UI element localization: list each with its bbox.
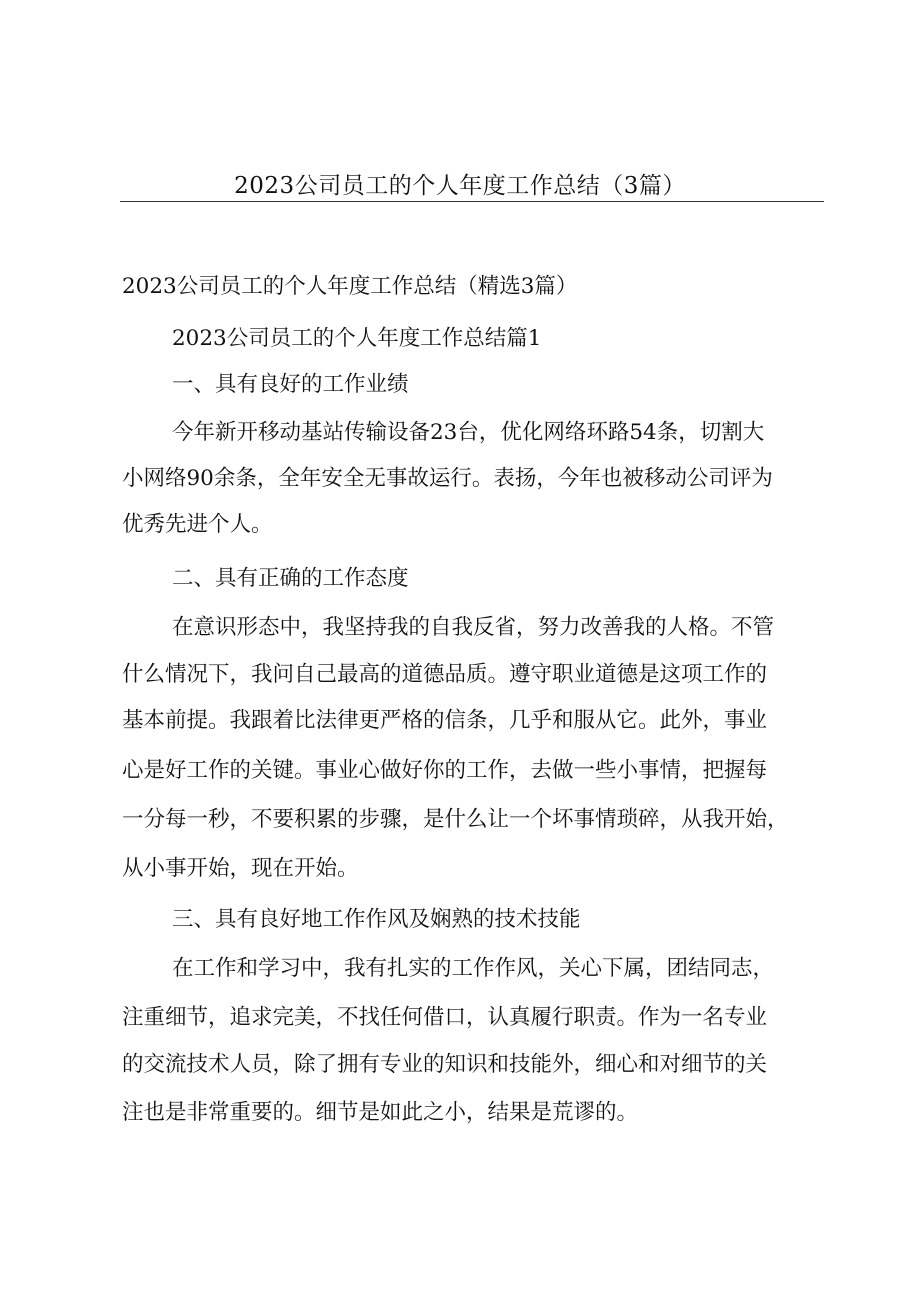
section-body-line: 从小事开始，现在开始。 <box>122 856 359 881</box>
section-body-line: 注重细节，追求完美，不找任何借口，认真履行职责。作为一名专业 <box>122 1005 768 1030</box>
section-heading: 三、具有良好地工作作风及娴熟的技术技能 <box>172 907 581 932</box>
section-body-line: 在工作和学习中，我有扎实的工作作风，关心下属，团结同志， <box>172 956 775 981</box>
article-heading: 2023公司员工的个人年度工作总结篇1 <box>172 326 542 351</box>
document-subtitle: 2023公司员工的个人年度工作总结（精选3篇） <box>122 274 578 299</box>
document-title: 2023公司员工的个人年度工作总结（3篇） <box>234 173 686 199</box>
section-body-line: 心是好工作的关键。事业心做好你的工作，去做一些小事情，把握每 <box>122 758 768 783</box>
section-body-line: 小网络90余条，全年安全无事故运行。表扬，今年也被移动公司评为 <box>122 466 773 491</box>
section-body-line: 今年新开移动基站传输设备23台，优化网络环路54条，切割大 <box>172 420 765 445</box>
section-heading: 一、具有良好的工作业绩 <box>172 372 409 397</box>
title-underline <box>120 201 824 202</box>
section-body-line: 基本前提。我跟着比法律更严格的信条，几乎和服从它。此外，事业 <box>122 708 768 733</box>
section-body-line: 一分每一秒，不要积累的步骤，是什么让一个坏事情琐碎，从我开始， <box>122 807 789 832</box>
section-body-line: 优秀先进个人。 <box>122 512 273 537</box>
section-body-line: 在意识形态中，我坚持我的自我反省，努力改善我的人格。不管 <box>172 615 775 640</box>
section-body-line: 的交流技术人员，除了拥有专业的知识和技能外，细心和对细节的关 <box>122 1052 768 1077</box>
section-body-line: 注也是非常重要的。细节是如此之小，结果是荒谬的。 <box>122 1100 639 1125</box>
section-body-line: 什么情况下，我问自己最高的道德品质。遵守职业道德是这项工作的 <box>122 662 768 687</box>
section-heading: 二、具有正确的工作态度 <box>172 566 409 591</box>
